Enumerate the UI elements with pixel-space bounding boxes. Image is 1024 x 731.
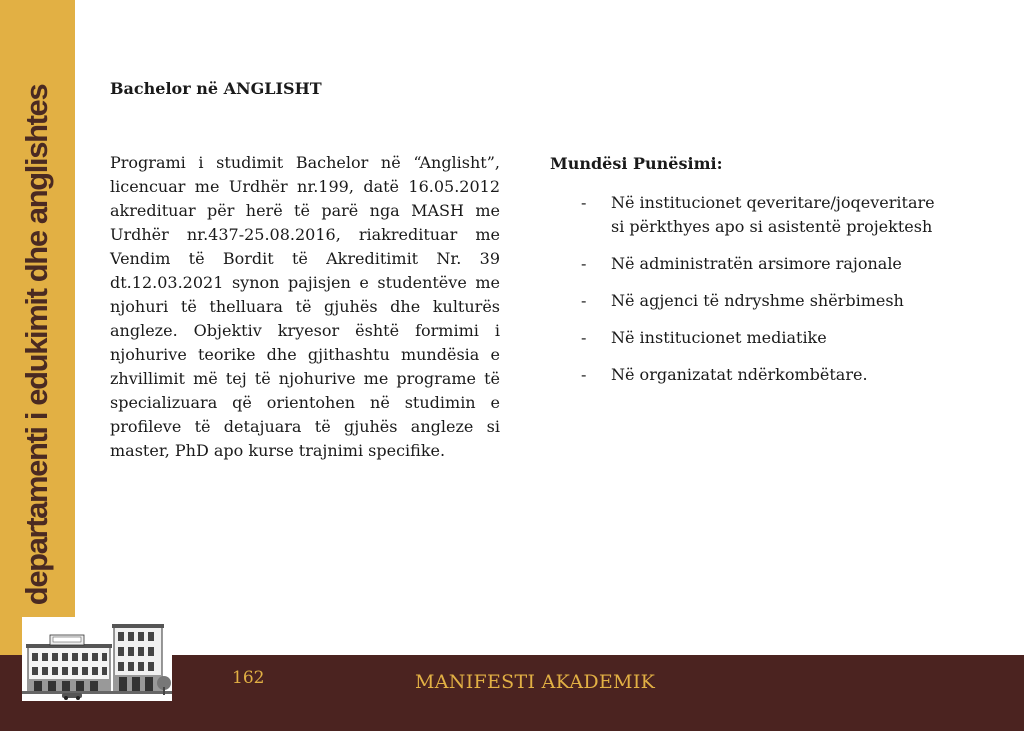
publication-title: MANIFESTI AKADEMIK xyxy=(415,671,656,693)
department-title: departamenti i edukimit dhe anglishtes xyxy=(19,84,54,606)
list-item-text: Në administratën arsimore rajonale xyxy=(611,254,902,273)
bullet-dash: - xyxy=(581,254,587,273)
list-item-text: Në institucionet mediatike xyxy=(611,328,827,347)
bullet-dash: - xyxy=(581,365,587,384)
sidebar-band xyxy=(0,0,75,655)
page-number: 162 xyxy=(232,668,265,688)
employment-title: Mundësi Punësimi: xyxy=(550,154,723,173)
list-item-text: Në agjenci të ndryshme shërbimesh xyxy=(611,291,904,310)
bullet-dash: - xyxy=(581,328,587,347)
list-item xyxy=(575,252,943,276)
program-description: Programi i studimit Bachelor në “Anglisht”, licencuar me Urdhër nr.199, datë 16.05.2012 akredituar për herë të parë nga MASH me Urdhër nr.437-25.08.2016, riakredituar me Vendim të Bordit të Akreditimit Nr. 39 dt.12.03.2021 synon pajisjen e studentëve me njohuri të thelluara të gjuhës dhe kulturës angleze. Objektiv kryesor është formimi i njohurive teorike dhe gjithashtu mundësia e zhvillimit më tej të njohurive me programe të specializuara që orientohen në studimin e profileve të detajuara të gjuhës angleze si master, PhD apo kurse trajnimi specifike. xyxy=(110,153,500,460)
list-item xyxy=(575,289,943,313)
bullet-dash: - xyxy=(581,193,587,212)
list-item xyxy=(575,326,943,350)
list-item xyxy=(575,191,943,239)
list-item-text: Në organizatat ndërkombëtare. xyxy=(611,365,868,384)
employment-list xyxy=(575,191,943,400)
university-building-icon xyxy=(22,617,172,701)
section-heading: Bachelor në ANGLISHT xyxy=(110,79,322,98)
list-item-text: Në institucionet qeveritare/joqeveritare si përkthyes apo si asistentë projektesh xyxy=(611,193,935,236)
bullet-dash: - xyxy=(581,291,587,310)
list-item xyxy=(575,363,943,387)
